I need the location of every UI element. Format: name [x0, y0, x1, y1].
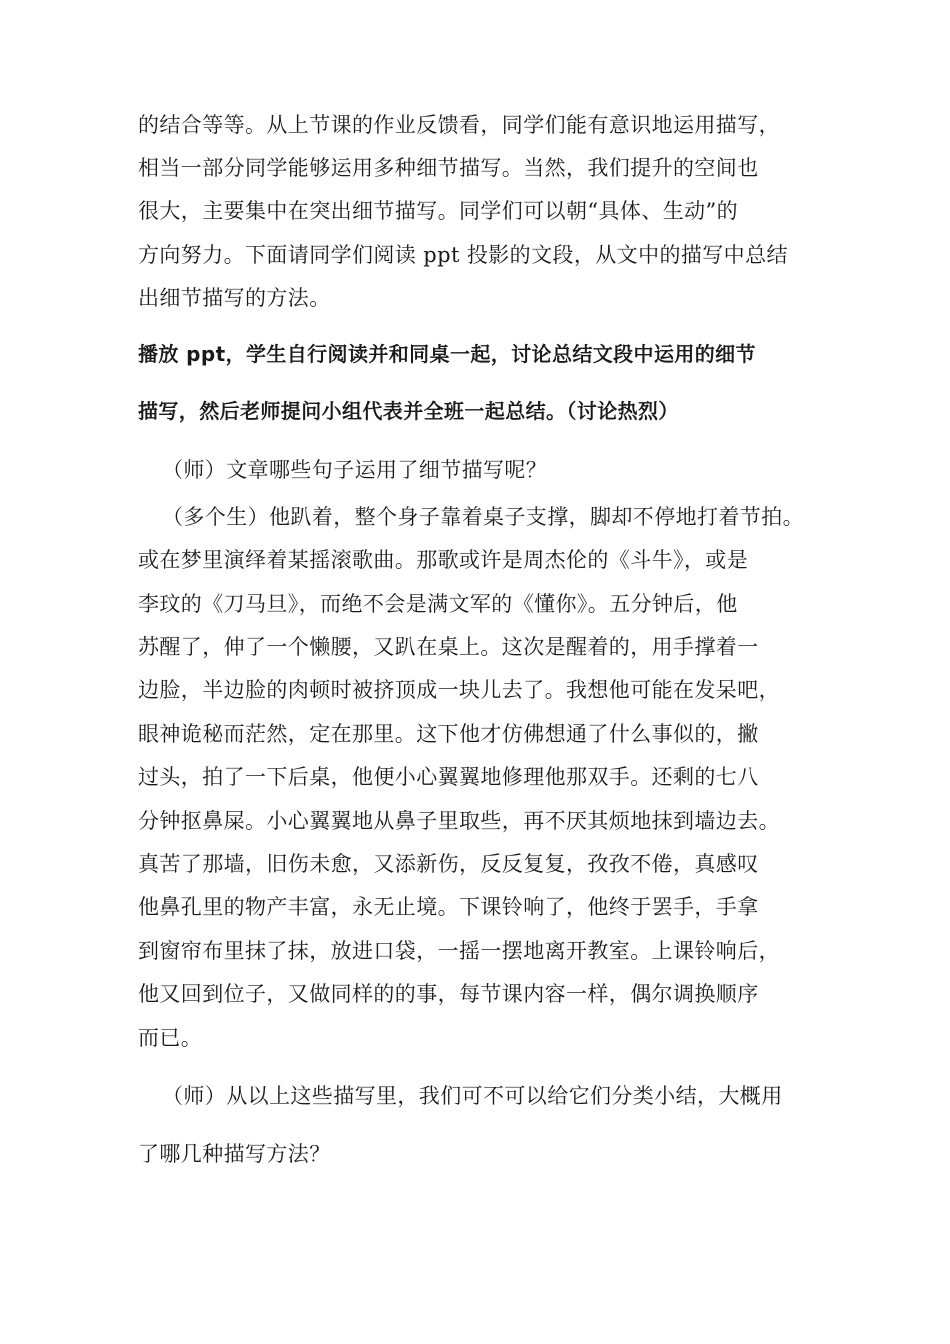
answer-line-3: 李玟的《刀马旦》，而绝不会是满文军的《懂你》。五分钟后，他	[138, 592, 738, 616]
teacher-question-1: （师）文章哪些句子运用了细节描写呢？	[162, 458, 548, 482]
intro-line-1: 的结合等等。从上节课的作业反馈看，同学们能有意识地运用描写，	[138, 113, 780, 137]
instruction-line-1: 播放 ppt，学生自行阅读并和同桌一起，讨论总结文段中运用的细节	[138, 342, 756, 366]
teacher-question-2-line-2: 了哪几种描写方法？	[138, 1142, 331, 1166]
answer-line-8: 分钟抠鼻屎。小心翼翼地从鼻子里取些，再不厌其烦地抹到墙边去。	[138, 809, 780, 833]
answer-line-4: 苏醒了，伸了一个懒腰，又趴在桌上。这次是醒着的，用手撑着一	[138, 635, 759, 659]
instruction-line-2: 描写，然后老师提问小组代表并全班一起总结。（讨论热烈）	[138, 399, 679, 423]
answer-line-9: 真苦了那墙，旧伤未愈，又添新伤，反反复复，孜孜不倦，真感叹	[138, 852, 759, 876]
intro-line-2: 相当一部分同学能够运用多种细节描写。当然，我们提升的空间也	[138, 156, 759, 180]
intro-line-3: 很大，主要集中在突出细节描写。同学们可以朝“具体、生动”的	[138, 199, 739, 223]
answer-line-2: 或在梦里演绎着某摇滚歌曲。那歌或许是周杰伦的《斗牛》，或是	[138, 548, 749, 572]
answer-line-1: （多个生）他趴着，整个身子靠着桌子支撑，脚却不停地打着节拍。	[162, 505, 804, 529]
answer-line-7: 过头，拍了一下后桌，他便小心翼翼地修理他那双手。还剩的七八	[138, 765, 759, 789]
intro-line-5: 出细节描写的方法。	[138, 286, 331, 310]
answer-line-12: 他又回到位子，又做同样的的事，每节课内容一样，偶尔调换顺序	[138, 982, 759, 1006]
intro-line-4: 方向努力。下面请同学们阅读 ppt 投影的文段，从文中的描写中总结	[138, 243, 788, 267]
answer-line-10: 他鼻孔里的物产丰富，永无止境。下课铃响了，他终于罢手，手拿	[138, 895, 759, 919]
answer-line-6: 眼神诡秘而茫然，定在那里。这下他才仿佛想通了什么事似的，撇	[138, 722, 759, 746]
answer-line-11: 到窗帘布里抹了抹，放进口袋，一摇一摆地离开教室。上课铃响后，	[138, 939, 780, 963]
teacher-question-2-line-1: （师）从以上这些描写里，我们可不可以给它们分类小结，大概用	[162, 1084, 783, 1108]
answer-line-13: 而已。	[138, 1026, 203, 1050]
answer-line-5: 边脸，半边脸的肉顿时被挤顶成一块儿去了。我想他可能在发呆吧，	[138, 678, 780, 702]
